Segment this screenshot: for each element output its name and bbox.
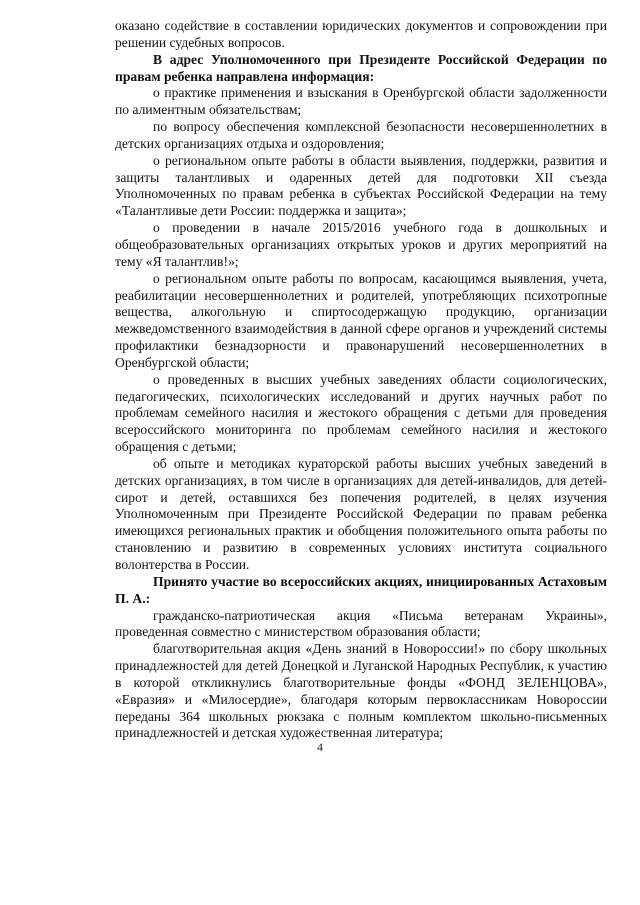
list-item-letters-veterans: гражданско-патриотическая акция «Письма ветеранам Украины», проведенная совместно с министерством образования области; bbox=[115, 607, 607, 640]
paragraph-1: оказано содействие в составлении юридических документов и сопровождении при решении судебных вопросов. bbox=[115, 18, 607, 50]
list-item-safety: по вопросу обеспечения комплексной безопасности несовершеннолетних в детских организациях отдыха и оздоровления; bbox=[115, 119, 607, 151]
heading-ombudsman-info: В адрес Уполномоченного при Президенте Российской Федерации по правам ребенка направлена информация: bbox=[115, 51, 607, 84]
list-item-knowledge-day: благотворительная акция «День знаний в Новороссии!» по сбору школьных принадлежностей для детей Донецкой и Луганской Народных Республик, к участию в которой откликнулись благотворительные фонды «ФОНД ЗЕЛЕНЦОВА», «Евразия» и «Милосердие», благодаря которым первоклассникам Новороссии переданы 364 школьных рюкзака с полным комплектом школьно-письменных принадлежностей и детская художественная литература; bbox=[115, 641, 607, 741]
list-item-rehabilitation: о региональном опыте работы по вопросам, касающимся выявления, учета, реабилитации несовершеннолетних и родителей, употребляющих психотропные вещества, алкогольную и спиртосодержащую продукцию, организации межведомственного взаимодействия в данной сфере органов и учреждений системы профилактики безнадзорности и правонарушений несовершеннолетних в Оренбургской области; bbox=[115, 270, 607, 370]
list-item-research: о проведенных в высших учебных заведениях области социологических, педагогических, психологических исследований и других научных работ по проблемам семейного насилия и жестокого обращения с детьми для проведения всероссийского мониторинга по проблемам семейного насилия и жестокого обращения с детьми; bbox=[115, 371, 607, 455]
list-item-alimony: о практике применения и взыскания в Оренбургской области задолженности по алиментным обязательствам; bbox=[115, 85, 607, 118]
list-item-talented-children: о региональном опыте работы в области выявления, поддержки, развития и защиты талантливых и одаренных детей для подготовки XII съезда Уполномоченных по правам ребенка в субъектах Российской Федерации на тему «Талантливые дети России: поддержка и защита»; bbox=[115, 152, 607, 219]
list-item-curator-work: об опыте и методиках кураторской работы высших учебных заведений в детских организациях, в том числе в организациях для детей-инвалидов, для детей-сирот и детей, оставшихся без попечения родителей, в целях изучения Уполномоченным при Президенте Российской Федерации по правам ребенка имеющихся региональных практик и обобщения положительного опыта работы по становлению и развитию в современных условиях института социального волонтерства в России. bbox=[115, 455, 607, 572]
list-item-open-lessons: о проведении в начале 2015/2016 учебного года в дошкольных и общеобразовательных организациях открытых уроков и других мероприятий на тему «Я талантлив!»; bbox=[115, 220, 607, 269]
document-page bbox=[115, 18, 607, 742]
heading-campaigns: Принято участие во всероссийских акциях, инициированных Астаховым П. А.: bbox=[115, 573, 607, 606]
page-number: 4 bbox=[317, 740, 323, 754]
